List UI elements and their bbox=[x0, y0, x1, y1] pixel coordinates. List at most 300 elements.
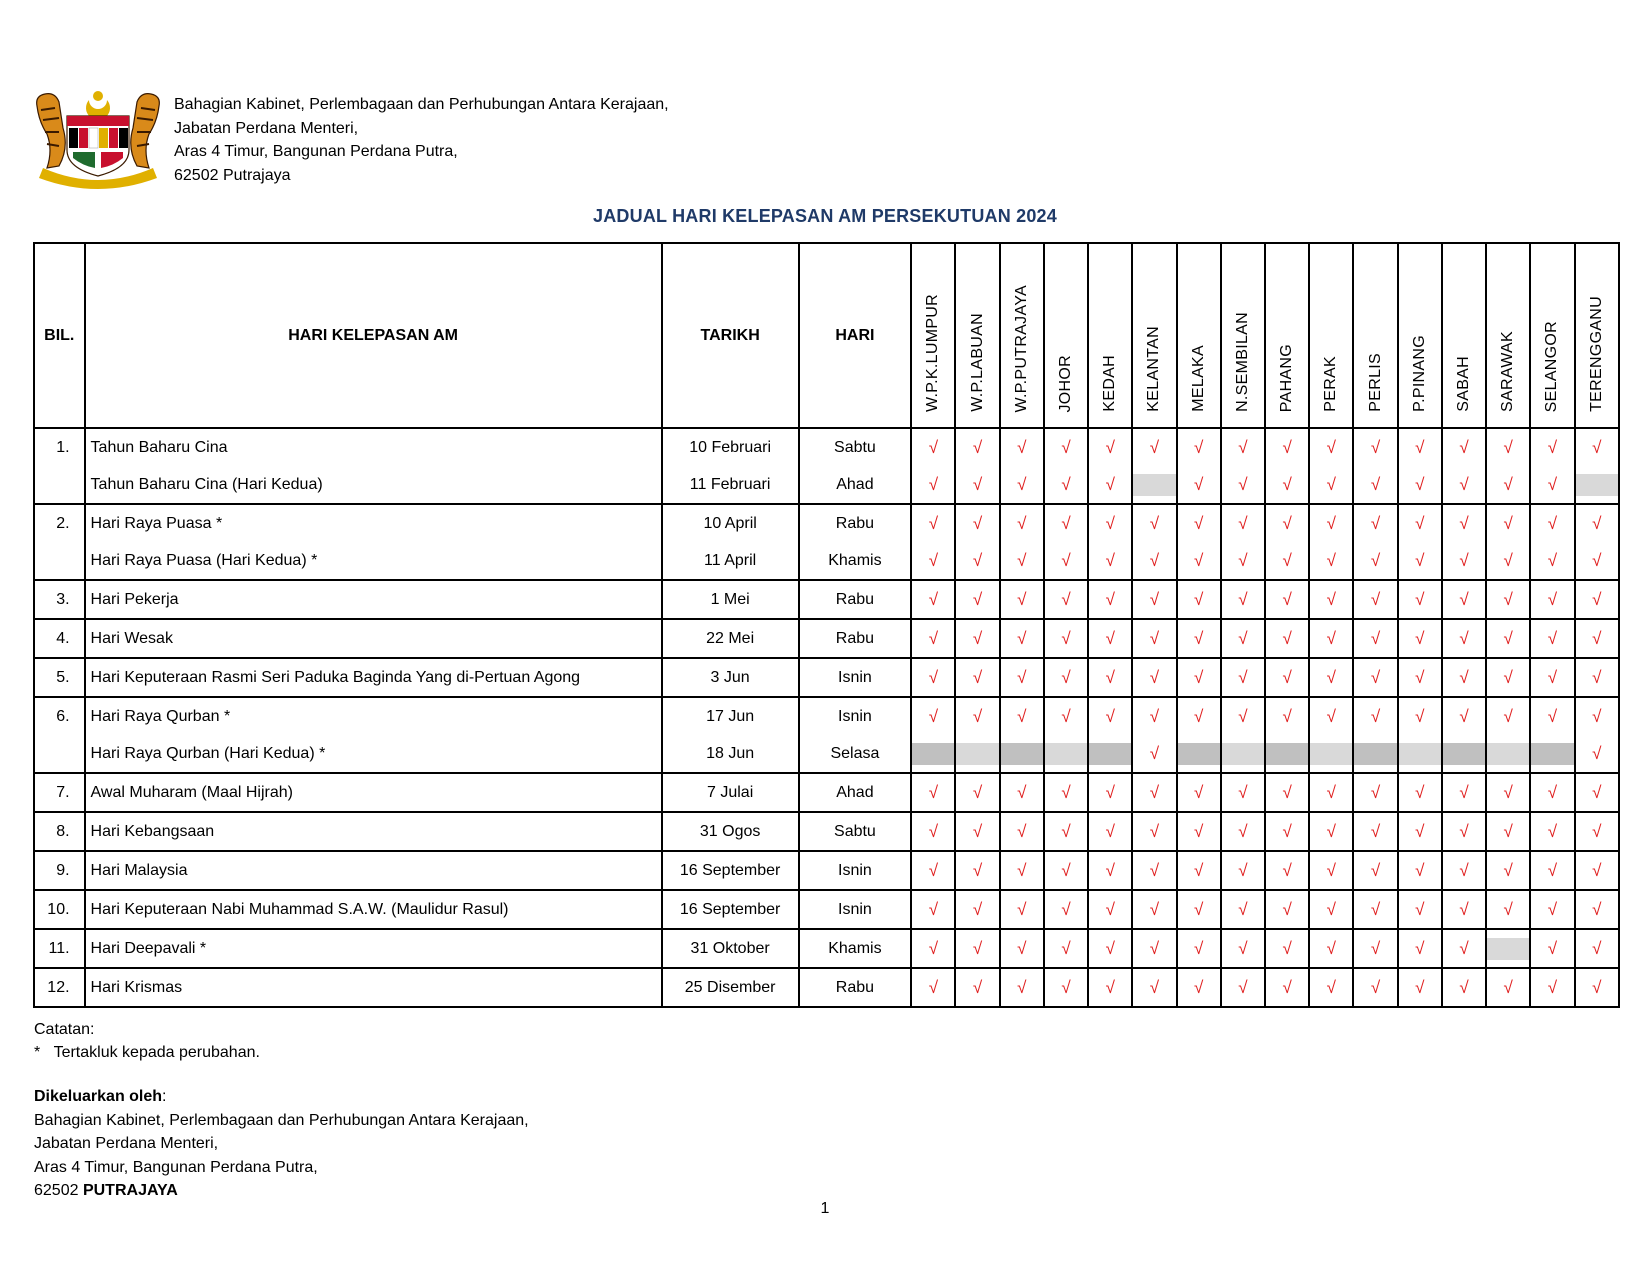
observed-tick bbox=[1309, 580, 1353, 619]
tick-mark: √ bbox=[1105, 550, 1115, 570]
observed-tick bbox=[1353, 929, 1397, 968]
observed-tick bbox=[1398, 658, 1442, 697]
tick-mark: √ bbox=[972, 860, 983, 880]
holiday-date: 25 Disember bbox=[662, 968, 799, 1007]
holiday-date: 31 Oktober bbox=[662, 929, 799, 968]
tick-mark: √ bbox=[1370, 899, 1381, 919]
tick-mark: √ bbox=[1370, 860, 1381, 880]
tick-mark: √ bbox=[1326, 589, 1337, 609]
row-number: 7. bbox=[34, 773, 85, 812]
observed-tick bbox=[1530, 968, 1574, 1007]
tick-mark: √ bbox=[1149, 706, 1160, 726]
observed-tick bbox=[1530, 697, 1574, 735]
observed-tick bbox=[1177, 968, 1221, 1007]
observed-tick bbox=[1088, 619, 1132, 658]
tick-mark: √ bbox=[1415, 628, 1425, 648]
tick-mark: √ bbox=[1061, 860, 1071, 880]
tick-mark: √ bbox=[1194, 628, 1204, 648]
not-observed-shade bbox=[1487, 938, 1529, 960]
tick-mark: √ bbox=[1459, 589, 1469, 609]
tick-mark: √ bbox=[1503, 550, 1513, 570]
observed-tick bbox=[1575, 619, 1619, 658]
tick-mark: √ bbox=[1105, 977, 1115, 997]
observed-tick bbox=[1486, 773, 1530, 812]
observed-tick bbox=[1309, 466, 1353, 504]
observed-tick bbox=[1132, 580, 1176, 619]
observed-tick bbox=[1132, 812, 1176, 851]
tick-mark: √ bbox=[1415, 821, 1425, 841]
not-observed-cell bbox=[911, 735, 955, 773]
tick-mark: √ bbox=[972, 938, 983, 958]
observed-tick bbox=[1000, 428, 1044, 466]
table-row bbox=[34, 619, 1619, 658]
observed-tick bbox=[1530, 812, 1574, 851]
tick-mark: √ bbox=[1194, 860, 1204, 880]
table-row bbox=[34, 968, 1619, 1007]
observed-tick bbox=[1442, 580, 1486, 619]
tick-mark: √ bbox=[1238, 706, 1248, 726]
row-number bbox=[34, 466, 85, 504]
observed-tick bbox=[955, 466, 999, 504]
tick-mark: √ bbox=[1592, 513, 1602, 533]
holiday-day: Khamis bbox=[799, 929, 912, 968]
tick-mark: √ bbox=[972, 474, 983, 494]
holiday-date: 10 Februari bbox=[662, 428, 799, 466]
state-label: SARAWAK bbox=[1499, 331, 1517, 412]
not-observed-cell bbox=[955, 735, 999, 773]
tick-mark: √ bbox=[928, 899, 939, 919]
holiday-name: Tahun Baharu Cina (Hari Kedua) bbox=[85, 466, 662, 504]
letterhead bbox=[33, 88, 933, 198]
observed-tick bbox=[1486, 466, 1530, 504]
tick-mark: √ bbox=[1282, 513, 1292, 533]
column-header-state bbox=[1530, 243, 1574, 428]
tick-mark: √ bbox=[1459, 938, 1469, 958]
tick-mark: √ bbox=[1105, 860, 1115, 880]
notes-label: Catatan: bbox=[34, 1021, 95, 1038]
tick-mark: √ bbox=[1459, 977, 1469, 997]
tick-mark: √ bbox=[928, 437, 939, 457]
holiday-name: Tahun Baharu Cina bbox=[85, 428, 662, 466]
observed-tick bbox=[1088, 542, 1132, 580]
observed-tick bbox=[1530, 658, 1574, 697]
row-number bbox=[34, 542, 85, 580]
observed-tick bbox=[1398, 697, 1442, 735]
observed-tick bbox=[1486, 428, 1530, 466]
observed-tick bbox=[955, 929, 999, 968]
observed-tick bbox=[1575, 890, 1619, 929]
tick-mark: √ bbox=[1547, 706, 1558, 726]
observed-tick bbox=[1265, 504, 1309, 542]
tick-mark: √ bbox=[1326, 437, 1337, 457]
issued-city: PUTRAJAYA bbox=[82, 1182, 178, 1199]
observed-tick bbox=[1044, 504, 1088, 542]
not-observed-cell bbox=[1221, 735, 1265, 773]
observed-tick bbox=[1353, 890, 1397, 929]
tick-mark: √ bbox=[1547, 437, 1558, 457]
observed-tick bbox=[1265, 466, 1309, 504]
observed-tick bbox=[1132, 697, 1176, 735]
table-row bbox=[34, 890, 1619, 929]
holiday-day: Sabtu bbox=[799, 428, 912, 466]
tick-mark: √ bbox=[1370, 938, 1381, 958]
tick-mark: √ bbox=[1194, 550, 1204, 570]
observed-tick bbox=[1353, 851, 1397, 890]
tick-mark: √ bbox=[1415, 513, 1425, 533]
observed-tick bbox=[1221, 658, 1265, 697]
observed-tick bbox=[1442, 697, 1486, 735]
observed-tick bbox=[1088, 504, 1132, 542]
tick-mark: √ bbox=[1282, 938, 1292, 958]
not-observed-cell bbox=[1486, 929, 1530, 968]
not-observed-shade bbox=[1222, 743, 1264, 765]
tick-mark: √ bbox=[1105, 899, 1115, 919]
observed-tick bbox=[1221, 619, 1265, 658]
column-header-state bbox=[1353, 243, 1397, 428]
state-label: SABAH bbox=[1455, 356, 1472, 412]
observed-tick bbox=[1353, 466, 1397, 504]
not-observed-shade bbox=[1310, 743, 1352, 765]
tick-mark: √ bbox=[928, 821, 939, 841]
observed-tick bbox=[1309, 658, 1353, 697]
tick-mark: √ bbox=[1061, 706, 1071, 726]
table-row bbox=[34, 851, 1619, 890]
tick-mark: √ bbox=[928, 860, 939, 880]
tick-mark: √ bbox=[1547, 782, 1558, 802]
tick-mark: √ bbox=[1194, 474, 1204, 494]
tick-mark: √ bbox=[1370, 706, 1381, 726]
observed-tick bbox=[955, 619, 999, 658]
observed-tick bbox=[1575, 968, 1619, 1007]
observed-tick bbox=[1442, 812, 1486, 851]
observed-tick bbox=[1575, 542, 1619, 580]
column-header-state bbox=[1000, 243, 1044, 428]
tick-mark: √ bbox=[928, 628, 939, 648]
tick-mark: √ bbox=[1017, 782, 1027, 802]
observed-tick bbox=[911, 851, 955, 890]
observed-tick bbox=[1530, 542, 1574, 580]
tick-mark: √ bbox=[1326, 513, 1337, 533]
holiday-name: Hari Keputeraan Nabi Muhammad S.A.W. (Maulidur Rasul) bbox=[85, 890, 662, 929]
issued-city-line bbox=[34, 1179, 529, 1203]
observed-tick bbox=[1221, 697, 1265, 735]
tick-mark: √ bbox=[1370, 821, 1381, 841]
observed-tick bbox=[1000, 504, 1044, 542]
column-header-state bbox=[1575, 243, 1619, 428]
tick-mark: √ bbox=[1061, 667, 1071, 687]
tick-mark: √ bbox=[1547, 977, 1558, 997]
not-observed-shade bbox=[912, 743, 954, 765]
observed-tick bbox=[1177, 812, 1221, 851]
holiday-name: Hari Raya Qurban (Hari Kedua) * bbox=[85, 735, 662, 773]
tick-mark: √ bbox=[1503, 860, 1513, 880]
tick-mark: √ bbox=[1459, 782, 1469, 802]
observed-tick bbox=[1486, 697, 1530, 735]
tick-mark: √ bbox=[1238, 667, 1248, 687]
tick-mark: √ bbox=[1592, 899, 1602, 919]
not-observed-cell bbox=[1575, 466, 1619, 504]
tick-mark: √ bbox=[1105, 667, 1115, 687]
observed-tick bbox=[911, 929, 955, 968]
observed-tick bbox=[1000, 890, 1044, 929]
tick-mark: √ bbox=[1105, 437, 1115, 457]
tick-mark: √ bbox=[1503, 706, 1513, 726]
observed-tick bbox=[1000, 773, 1044, 812]
observed-tick bbox=[1177, 466, 1221, 504]
state-label: PERAK bbox=[1322, 356, 1340, 412]
tick-mark: √ bbox=[1282, 550, 1292, 570]
tick-mark: √ bbox=[1592, 977, 1602, 997]
observed-tick bbox=[1132, 428, 1176, 466]
observed-tick bbox=[1353, 968, 1397, 1007]
observed-tick bbox=[1000, 466, 1044, 504]
holiday-day: Sabtu bbox=[799, 812, 912, 851]
tick-mark: √ bbox=[1547, 550, 1558, 570]
not-observed-cell bbox=[1044, 735, 1088, 773]
tick-mark: √ bbox=[1282, 667, 1292, 687]
tick-mark: √ bbox=[972, 550, 983, 570]
not-observed-cell bbox=[1132, 466, 1176, 504]
table-row bbox=[34, 504, 1619, 542]
tick-mark: √ bbox=[1370, 628, 1381, 648]
observed-tick bbox=[1044, 929, 1088, 968]
holiday-date: 11 April bbox=[662, 542, 799, 580]
holiday-name: Hari Malaysia bbox=[85, 851, 662, 890]
observed-tick bbox=[1177, 929, 1221, 968]
tick-mark: √ bbox=[1326, 706, 1337, 726]
observed-tick bbox=[1000, 697, 1044, 735]
tick-mark: √ bbox=[1061, 782, 1071, 802]
tick-mark: √ bbox=[1238, 474, 1248, 494]
observed-tick bbox=[1265, 428, 1309, 466]
tick-mark: √ bbox=[1149, 938, 1160, 958]
observed-tick bbox=[1398, 812, 1442, 851]
not-observed-cell bbox=[1088, 735, 1132, 773]
tick-mark: √ bbox=[1459, 513, 1469, 533]
tick-mark: √ bbox=[1149, 977, 1160, 997]
column-header-state bbox=[1221, 243, 1265, 428]
tick-mark: √ bbox=[1149, 437, 1160, 457]
tick-mark: √ bbox=[1370, 437, 1381, 457]
address-line: Bahagian Kabinet, Perlembagaan dan Perhubungan Antara Kerajaan, bbox=[174, 96, 669, 113]
holiday-name: Hari Deepavali * bbox=[85, 929, 662, 968]
not-observed-shade bbox=[1001, 743, 1043, 765]
tick-mark: √ bbox=[1592, 938, 1602, 958]
observed-tick bbox=[1221, 890, 1265, 929]
tick-mark: √ bbox=[1149, 743, 1160, 763]
observed-tick bbox=[1353, 504, 1397, 542]
observed-tick bbox=[1088, 580, 1132, 619]
observed-tick bbox=[1486, 504, 1530, 542]
state-label: W.P.PUTRAJAYA bbox=[1012, 284, 1030, 412]
observed-tick bbox=[1088, 929, 1132, 968]
tick-mark: √ bbox=[1459, 550, 1469, 570]
notes bbox=[34, 1018, 260, 1064]
observed-tick bbox=[1044, 658, 1088, 697]
observed-tick bbox=[1221, 851, 1265, 890]
row-number bbox=[34, 735, 85, 773]
holiday-name: Hari Kebangsaan bbox=[85, 812, 662, 851]
observed-tick bbox=[1132, 968, 1176, 1007]
observed-tick bbox=[1177, 697, 1221, 735]
observed-tick bbox=[1398, 466, 1442, 504]
holiday-date: 16 September bbox=[662, 851, 799, 890]
tick-mark: √ bbox=[972, 589, 983, 609]
tick-mark: √ bbox=[1149, 589, 1160, 609]
tick-mark: √ bbox=[1370, 589, 1381, 609]
tick-mark: √ bbox=[1459, 860, 1469, 880]
issued-by-colon: : bbox=[162, 1088, 167, 1105]
tick-mark: √ bbox=[1370, 782, 1381, 802]
observed-tick bbox=[1575, 504, 1619, 542]
column-header-state bbox=[1486, 243, 1530, 428]
observed-tick bbox=[1221, 580, 1265, 619]
observed-tick bbox=[1309, 890, 1353, 929]
observed-tick bbox=[1044, 697, 1088, 735]
tick-mark: √ bbox=[1061, 938, 1071, 958]
tick-mark: √ bbox=[1282, 706, 1292, 726]
holiday-date: 22 Mei bbox=[662, 619, 799, 658]
tick-mark: √ bbox=[1238, 628, 1248, 648]
tick-mark: √ bbox=[1592, 589, 1602, 609]
tick-mark: √ bbox=[1105, 474, 1115, 494]
tick-mark: √ bbox=[1105, 589, 1115, 609]
observed-tick bbox=[1530, 851, 1574, 890]
column-header-bil: BIL. bbox=[34, 243, 85, 428]
observed-tick bbox=[1575, 812, 1619, 851]
holiday-date: 17 Jun bbox=[662, 697, 799, 735]
observed-tick bbox=[1132, 658, 1176, 697]
not-observed-cell bbox=[1486, 735, 1530, 773]
not-observed-cell bbox=[1000, 735, 1044, 773]
holiday-day: Rabu bbox=[799, 619, 912, 658]
holiday-name: Hari Raya Puasa (Hari Kedua) * bbox=[85, 542, 662, 580]
letterhead-address bbox=[174, 93, 669, 187]
holiday-date: 11 Februari bbox=[662, 466, 799, 504]
table-row bbox=[34, 542, 1619, 580]
observed-tick bbox=[911, 968, 955, 1007]
tick-mark: √ bbox=[1149, 860, 1160, 880]
row-number: 1. bbox=[34, 428, 85, 466]
observed-tick bbox=[1000, 619, 1044, 658]
observed-tick bbox=[1221, 773, 1265, 812]
tick-mark: √ bbox=[1326, 667, 1337, 687]
tick-mark: √ bbox=[1503, 782, 1513, 802]
observed-tick bbox=[1353, 658, 1397, 697]
tick-mark: √ bbox=[1149, 667, 1160, 687]
tick-mark: √ bbox=[1415, 589, 1425, 609]
observed-tick bbox=[1221, 542, 1265, 580]
not-observed-cell bbox=[1177, 735, 1221, 773]
observed-tick bbox=[1530, 428, 1574, 466]
tick-mark: √ bbox=[1503, 628, 1513, 648]
tick-mark: √ bbox=[1282, 977, 1292, 997]
tick-mark: √ bbox=[1415, 474, 1425, 494]
row-number: 6. bbox=[34, 697, 85, 735]
column-header-holiday-name: HARI KELEPASAN AM bbox=[85, 243, 662, 428]
tick-mark: √ bbox=[1238, 589, 1248, 609]
tick-mark: √ bbox=[1547, 628, 1558, 648]
observed-tick bbox=[1177, 658, 1221, 697]
observed-tick bbox=[1221, 812, 1265, 851]
tick-mark: √ bbox=[1149, 550, 1160, 570]
observed-tick bbox=[1177, 890, 1221, 929]
observed-tick bbox=[1265, 580, 1309, 619]
row-number: 10. bbox=[34, 890, 85, 929]
observed-tick bbox=[1044, 851, 1088, 890]
tick-mark: √ bbox=[1459, 474, 1469, 494]
observed-tick bbox=[911, 697, 955, 735]
observed-tick bbox=[1486, 619, 1530, 658]
table-row bbox=[34, 735, 1619, 773]
observed-tick bbox=[1044, 542, 1088, 580]
column-header-state bbox=[1265, 243, 1309, 428]
tick-mark: √ bbox=[1017, 628, 1027, 648]
observed-tick bbox=[911, 542, 955, 580]
tick-mark: √ bbox=[1547, 474, 1558, 494]
observed-tick bbox=[1000, 968, 1044, 1007]
observed-tick bbox=[1221, 929, 1265, 968]
observed-tick bbox=[1132, 890, 1176, 929]
observed-tick bbox=[955, 542, 999, 580]
not-observed-shade bbox=[1354, 743, 1396, 765]
observed-tick bbox=[1132, 735, 1176, 773]
footnote bbox=[34, 1041, 260, 1064]
observed-tick bbox=[955, 504, 999, 542]
page-number: 1 bbox=[820, 1200, 830, 1217]
tick-mark: √ bbox=[1326, 899, 1337, 919]
address-line: 62502 Putrajaya bbox=[174, 166, 291, 184]
observed-tick bbox=[1398, 504, 1442, 542]
holiday-day: Rabu bbox=[799, 580, 912, 619]
tick-mark: √ bbox=[1017, 860, 1027, 880]
observed-tick bbox=[1398, 773, 1442, 812]
observed-tick bbox=[911, 658, 955, 697]
tick-mark: √ bbox=[1370, 513, 1381, 533]
observed-tick bbox=[1088, 428, 1132, 466]
tick-mark: √ bbox=[1547, 938, 1558, 958]
observed-tick bbox=[911, 428, 955, 466]
observed-tick bbox=[1442, 619, 1486, 658]
tick-mark: √ bbox=[972, 899, 983, 919]
observed-tick bbox=[911, 890, 955, 929]
not-observed-shade bbox=[1045, 743, 1087, 765]
observed-tick bbox=[1088, 697, 1132, 735]
column-header-date: TARIKH bbox=[662, 243, 799, 428]
tick-mark: √ bbox=[1326, 860, 1337, 880]
tick-mark: √ bbox=[1061, 628, 1071, 648]
holiday-day: Isnin bbox=[799, 890, 912, 929]
not-observed-shade bbox=[956, 743, 998, 765]
observed-tick bbox=[1088, 773, 1132, 812]
observed-tick bbox=[1442, 658, 1486, 697]
column-header-state bbox=[1398, 243, 1442, 428]
observed-tick bbox=[1265, 968, 1309, 1007]
row-number: 3. bbox=[34, 580, 85, 619]
observed-tick bbox=[1398, 851, 1442, 890]
observed-tick bbox=[1575, 428, 1619, 466]
observed-tick bbox=[1353, 542, 1397, 580]
state-label: P.PINANG bbox=[1410, 335, 1428, 412]
row-number: 2. bbox=[34, 504, 85, 542]
holiday-day: Khamis bbox=[799, 542, 912, 580]
holiday-date: 1 Mei bbox=[662, 580, 799, 619]
observed-tick bbox=[1486, 968, 1530, 1007]
not-observed-shade bbox=[1089, 743, 1131, 765]
not-observed-cell bbox=[1309, 735, 1353, 773]
tick-mark: √ bbox=[1194, 667, 1204, 687]
observed-tick bbox=[1221, 466, 1265, 504]
